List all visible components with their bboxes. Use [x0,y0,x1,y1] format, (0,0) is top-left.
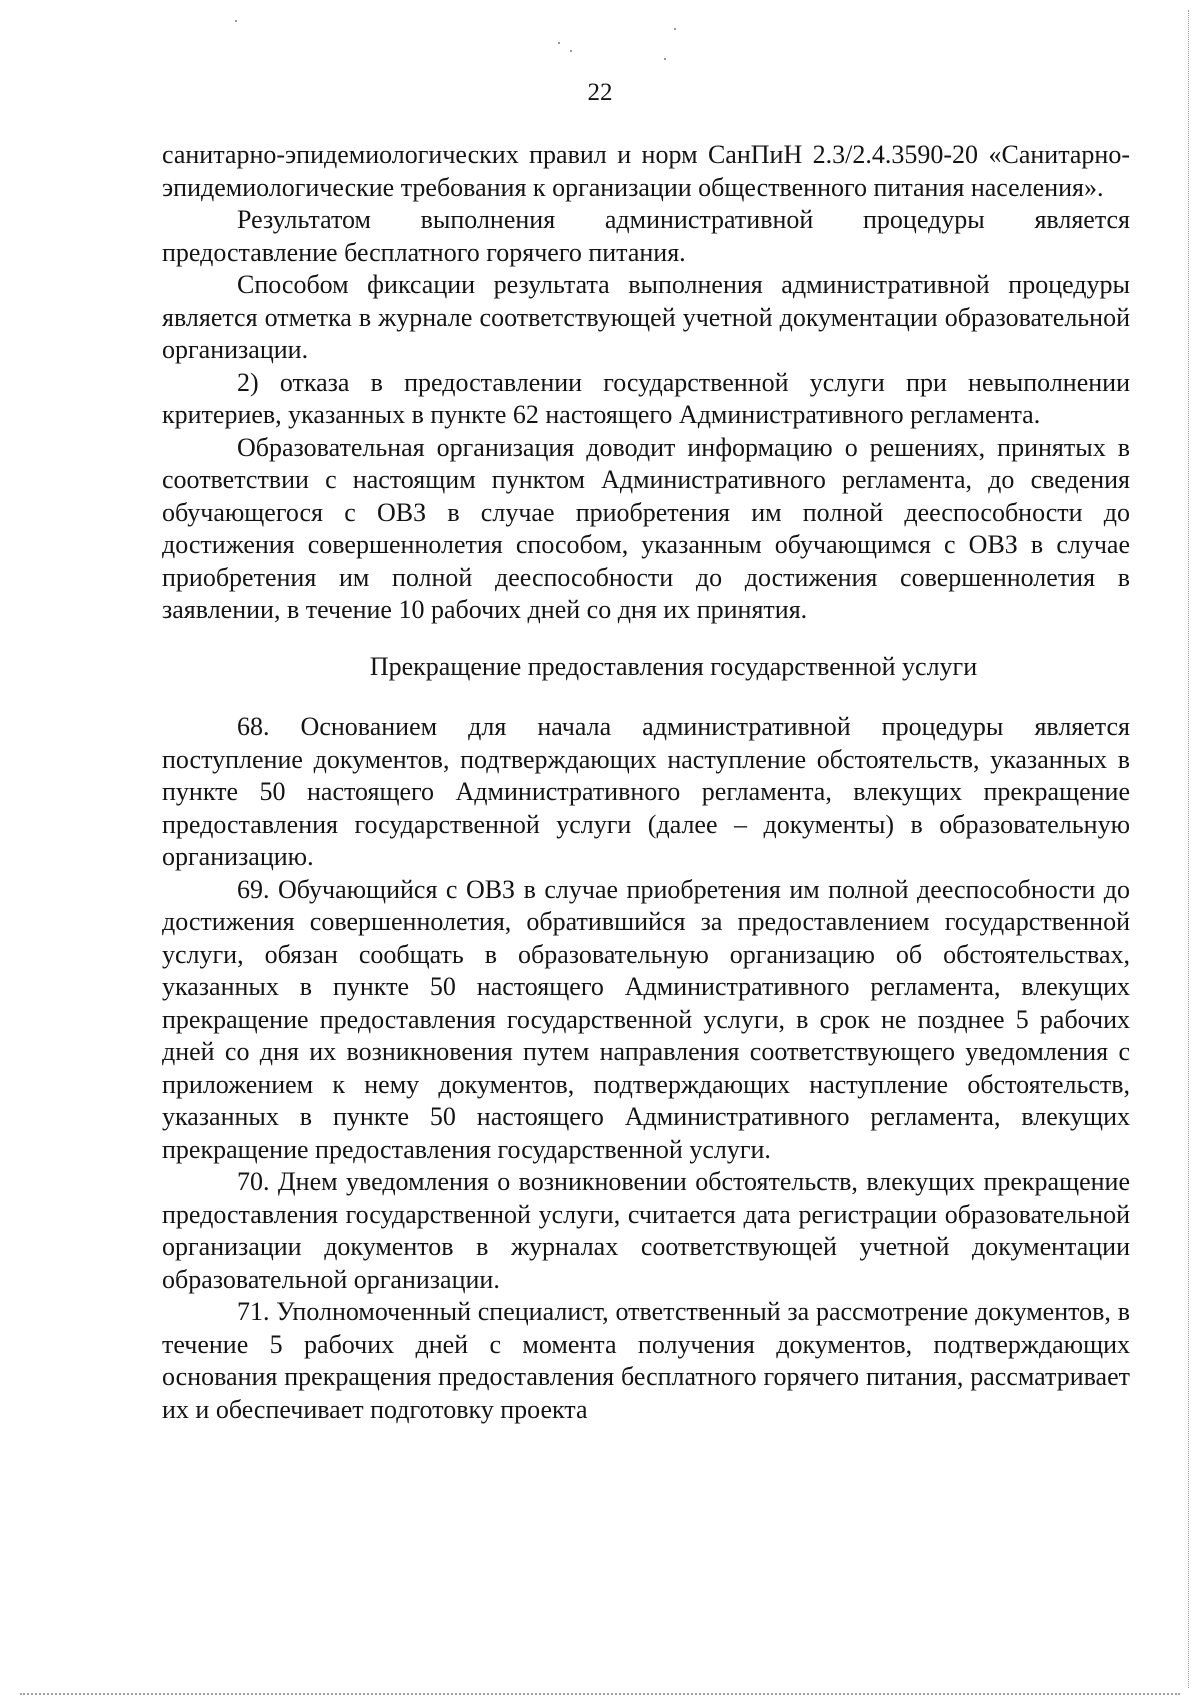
scan-edge-right [1188,10,1189,1688]
document-body [162,139,1130,1426]
paragraph-68: 68. Основанием для начала административной процедуры является поступление документов, подтверждающих наступление обстоятельств, указанных в пункте 50 настоящего Административного регламента, влекущих прекращение предоставления государственной услуги (далее – документы) в образовательную организацию. [162,712,1130,871]
paragraph: 2) отказа в предоставлении государственной услуги при невыполнении критериев, указанных в пункте 62 настоящего Административного регламента. [162,367,1130,429]
scan-speck [674,28,676,30]
scan-speck [235,20,237,22]
paragraph: Способом фиксации результата выполнения административной процедуры является отметка в журнале соответствующей учетной документации образовательной организации. [162,270,1130,364]
scan-speck [664,58,666,60]
paragraph: Образовательная организация доводит информацию о решениях, принятых в соответствии с настоящим пунктом Административного регламента, до сведения обучающегося с ОВЗ в случае приобретения им полной дееспособности до достижения совершеннолетия способом, указанным обучающимся с ОВЗ в случае приобретения им полной дееспособности до достижения совершеннолетия в заявлении, в течение 10 рабочих дней со дня их принятия. [162,432,1130,624]
scan-edge-bottom [20,1693,1180,1695]
paragraph: санитарно-эпидемиологических правил и норм СанПиН 2.3/2.4.3590-20 «Санитарно-эпидемиологические требования к организации общественного питания населения». [162,140,1130,202]
page-number: 22 [587,79,613,106]
scan-speck [558,42,560,44]
paragraph-71: 71. Уполномоченный специалист, ответственный за рассмотрение документов, в течение 5 рабочих дней с момента получения документов, подтверждающих основания прекращения предоставления бесплатного горячего питания, рассматривает их и обеспечивает подготовку проекта [162,1297,1130,1424]
paragraph-70: 70. Днем уведомления о возникновении обстоятельств, влекущих прекращение предоставления государственной услуги, считается дата регистрации образовательной организации документов в журналах соответствующей учетной документации образовательной организации. [162,1167,1130,1294]
paragraph: Результатом выполнения административной процедуры является предоставление бесплатного горячего питания. [162,205,1130,267]
section-heading: Прекращение предоставления государственной услуги [369,651,978,681]
paragraph-69: 69. Обучающийся с ОВЗ в случае приобретения им полной дееспособности до достижения совершеннолетия, обратившийся за предоставлением государственной услуги, обязан сообщать в образовательную организацию об обстоятельствах, указанных в пункте 50 настоящего Административного регламента, влекущих прекращение предоставления государственной услуги, в срок не позднее 5 рабочих дней со дня их возникновения путем направления соответствующего уведомления с приложением к нему документов, подтверждающих наступление обстоятельств, указанных в пункте 50 настоящего Административного регламента, влекущих прекращение предоставления государственной услуги. [162,874,1130,1164]
scan-speck [570,50,572,52]
